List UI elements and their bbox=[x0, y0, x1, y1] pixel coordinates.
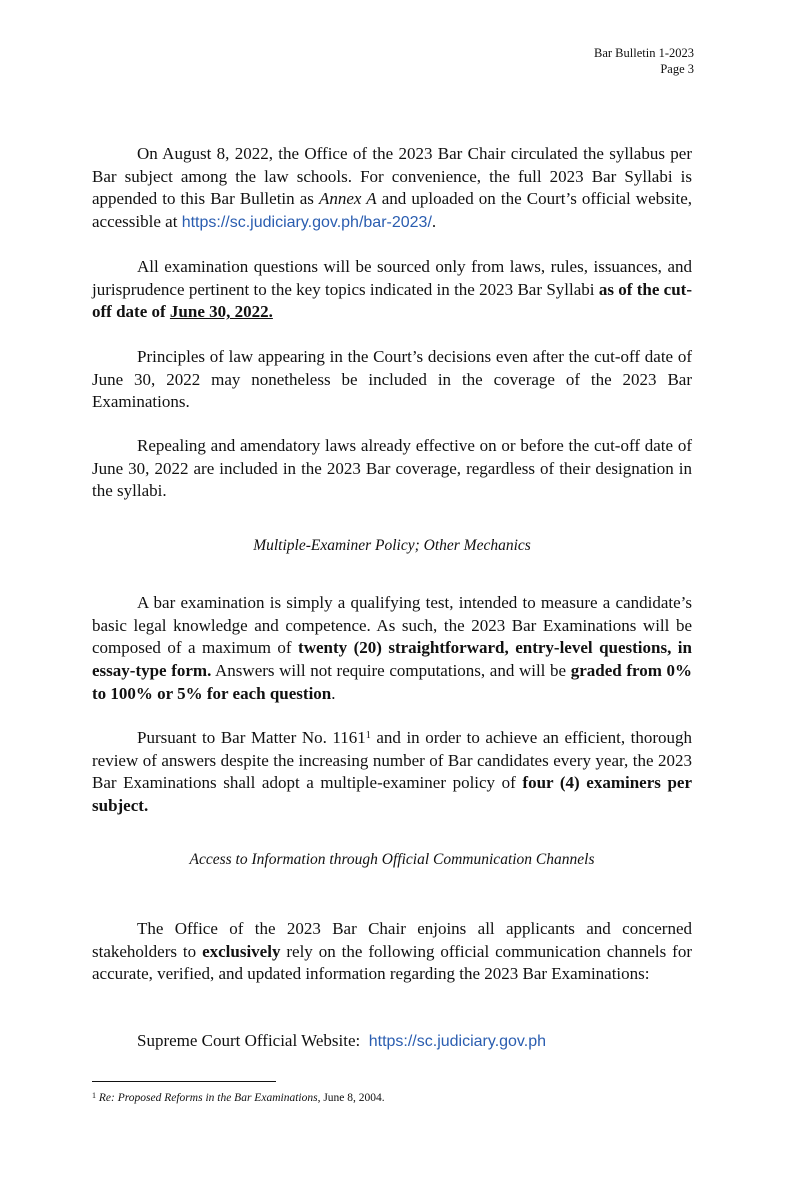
cutoff-date: June 30, 2022. bbox=[169, 302, 273, 322]
footnote-date: , June 8, 2004. bbox=[317, 1092, 385, 1104]
examiners-bold: four (4) examiners per subject. bbox=[92, 773, 693, 816]
section-heading-communication: Access to Information through Official Communication Channels bbox=[189, 851, 595, 868]
page-number: Page 3 bbox=[660, 62, 694, 76]
text: Pursuant to Bar Matter No. 1161 bbox=[137, 728, 366, 747]
footnote-divider bbox=[92, 1081, 276, 1082]
bulletin-number: Bar Bulletin 1-2023 bbox=[594, 46, 694, 60]
syllabus-paragraph bbox=[92, 143, 692, 235]
text: and in order to achieve an efficient, thorough review of answers despite the increasing number of Bar candidates every year, the 2023 Bar Examinations shall adopt a multiple-examiner policy of bbox=[92, 728, 693, 793]
bar-exam-paragraph bbox=[92, 592, 692, 706]
website-line bbox=[92, 1030, 692, 1054]
principles-paragraph: Principles of law appearing in the Court’s decisions even after the cut-off date of June 30, 2022 may nonetheless be included in the coverage of the 2023 Bar Examinations. bbox=[92, 347, 692, 412]
bar-2023-link[interactable]: https://sc.judiciary.gov.ph/bar-2023/ bbox=[181, 214, 432, 232]
text: . bbox=[331, 683, 336, 703]
exclusively-bold: exclusively bbox=[202, 941, 281, 961]
text: On August 8, 2022, the Office of the 2023 Bar Chair circulated the syllabus per Bar subject among the law schools. For convenience, the full 2023 Bar Syllabi is appended to this Bar Bulletin as bbox=[92, 144, 692, 209]
text: A bar examination is simply a qualifying test, intended to measure a candidate’s basic legal knowledge and competence. As such, the 2023 Bar Examinations will be composed of a maximum of bbox=[92, 593, 692, 658]
section-heading-examiner-policy: Multiple-Examiner Policy; Other Mechanics bbox=[253, 537, 531, 554]
text: Answers will not require computations, and will be bbox=[211, 661, 571, 681]
website-label: Supreme Court Official Website: bbox=[137, 1031, 361, 1050]
grading-bold: graded from 0% to 100% or 5% for each question bbox=[92, 661, 693, 703]
repealing-laws-paragraph: Repealing and amendatory laws already effective on or before the cut-off date of June 30, 2022 are included in the 2023 Bar coverage, regardless of their designation in the syllabi. bbox=[92, 436, 692, 501]
questions-bold: twenty (20) straightforward, entry-level questions, in essay-type form. bbox=[92, 638, 692, 681]
communication-paragraph bbox=[92, 918, 692, 986]
text: . bbox=[431, 212, 437, 232]
footnote-title: Re: Proposed Reforms in the Bar Examinations bbox=[98, 1092, 318, 1104]
examiner-policy-paragraph bbox=[92, 727, 692, 818]
sourcing-paragraph bbox=[92, 256, 692, 324]
footnote-reference[interactable]: 1 bbox=[365, 730, 371, 741]
text: The Office of the 2023 Bar Chair enjoins all applicants and concerned stakeholders to bbox=[92, 919, 692, 961]
sc-website-link[interactable]: https://sc.judiciary.gov.ph bbox=[368, 1033, 546, 1050]
footnote-number: 1 bbox=[92, 1091, 96, 1100]
cutoff-bold: as of the cut-off date of bbox=[92, 279, 692, 322]
text: rely on the following official communication channels for accurate, verified, and updated information regarding the 2023 Bar Examinations: bbox=[92, 941, 692, 984]
annex-reference: Annex A bbox=[319, 189, 377, 209]
footnote bbox=[92, 1092, 385, 1104]
page-header bbox=[594, 45, 694, 77]
text: and uploaded on the Court’s official website, accessible at bbox=[92, 189, 692, 232]
text: All examination questions will be sourced only from laws, rules, issuances, and jurisprudence pertinent to the key topics indicated in the 2023 Bar Syllabi bbox=[92, 257, 692, 299]
